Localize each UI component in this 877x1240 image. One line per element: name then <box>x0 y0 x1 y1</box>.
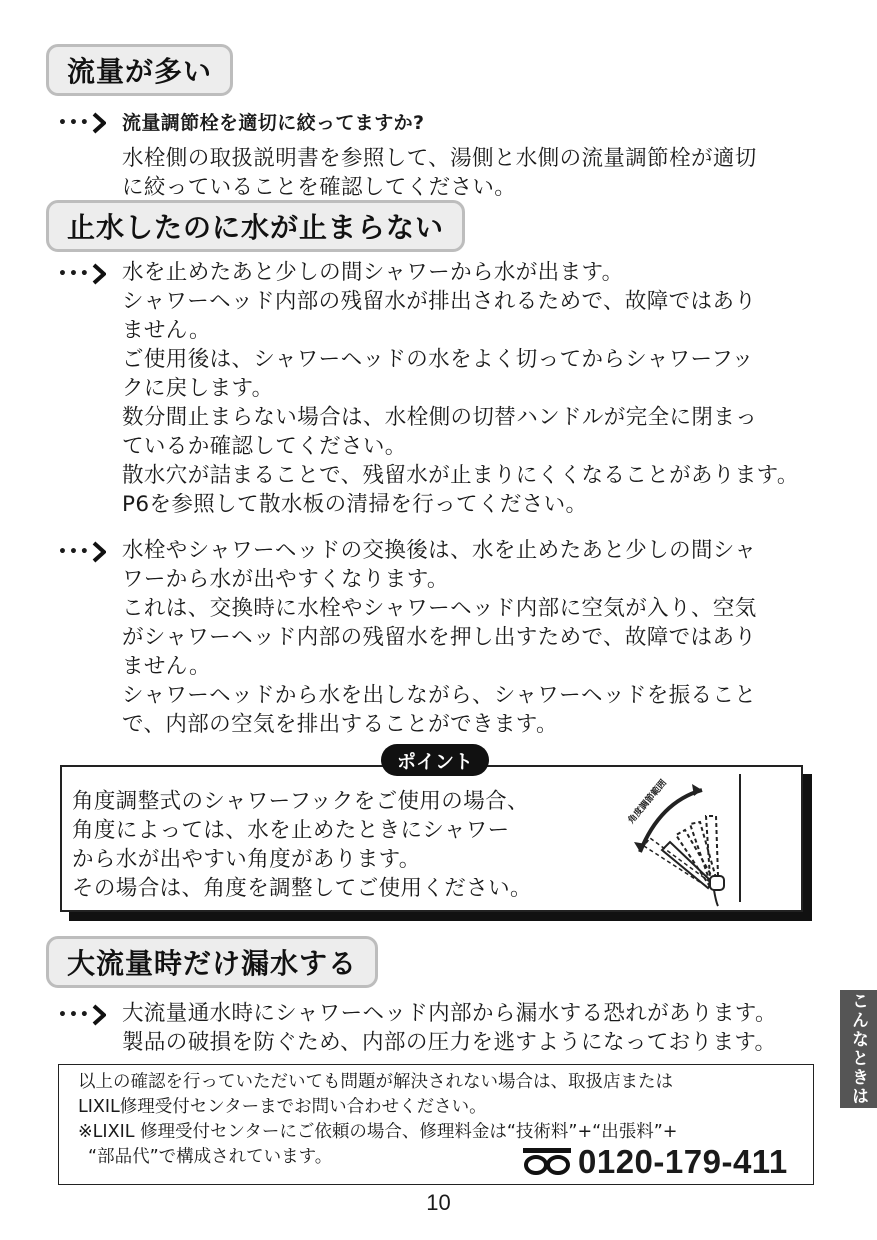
section-title: 流量が多い <box>67 55 213 88</box>
point-badge-label: ポイント <box>397 750 474 773</box>
phone-number <box>522 1143 788 1181</box>
body-line: 水栓やシャワーヘッドの交換後は、水を止めたあと少しの間シャ <box>122 538 757 563</box>
flow-high-content <box>122 109 822 202</box>
leak-content <box>122 999 822 1057</box>
body-line: 製品の破損を防ぐため、内部の圧力を逃すようになっております。 <box>122 1030 777 1055</box>
body-line: ません。 <box>122 654 211 679</box>
not-stopping-item-2 <box>122 536 822 739</box>
point-line: 角度調整式のシャワーフックをご使用の場合、 <box>72 789 529 814</box>
phone-number-text: 0120-179-411 <box>578 1143 788 1180</box>
point-line: から水が出やすい角度があります。 <box>72 847 421 872</box>
not-stopping-item-1 <box>122 258 822 519</box>
point-line: その場合は、角度を調整してご使用ください。 <box>72 876 532 901</box>
body-line: 大流量通水時にシャワーヘッド内部から漏水する恐れがあります。 <box>122 1001 777 1026</box>
arrow-bullet-icon: ••• <box>58 259 120 289</box>
body-line: 数分間止まらない場合は、水栓側の切替ハンドルが完全に閉まっ <box>122 405 758 430</box>
section-heading-flow-high <box>46 44 233 96</box>
body-line: ご使用後は、シャワーヘッドの水をよく切ってからシャワーフッ <box>122 347 754 372</box>
free-dial-icon <box>522 1147 572 1177</box>
arrow-bullet-icon: ••• <box>58 537 120 567</box>
point-line: 角度によっては、水を止めたときにシャワー <box>72 818 510 843</box>
section-title: 大流量時だけ漏水する <box>67 947 358 980</box>
body-line: 散水穴が詰まることで、残留水が止まりにくくなることがあります。 <box>122 463 799 488</box>
page-number: 10 <box>426 1190 451 1215</box>
shower-hook-angle-illustration <box>610 772 750 907</box>
body-line: P6を参照して散水板の清掃を行ってください。 <box>122 492 588 517</box>
body-line: がシャワーヘッド内部の残留水を押し出すためで、故障ではあり <box>122 625 757 650</box>
point-text <box>72 787 612 903</box>
side-tab-label: こんなときは <box>848 992 868 1106</box>
body-line: ません。 <box>122 318 211 343</box>
body-line: これは、交換時に水栓やシャワーヘッド内部に空気が入り、空気 <box>122 596 757 621</box>
body-line: シャワーヘッド内部の残留水が排出されるためで、故障ではあり <box>122 289 757 314</box>
section-heading-leak <box>46 936 378 988</box>
contact-line: 以上の確認を行っていただいても問題が解決されない場合は、取扱店または <box>78 1072 673 1092</box>
body-line: ワーから水が出やすくなります。 <box>122 567 449 592</box>
arrow-bullet-icon: ••• <box>58 1000 120 1030</box>
body-line: シャワーヘッドから水を出しながら、シャワーヘッドを振ること <box>122 683 757 708</box>
contact-line: LIXIL修理受付センターまでお問い合わせください。 <box>78 1097 487 1117</box>
section-title: 止水したのに水が止まらない <box>67 211 445 244</box>
body-line: ているか確認してください。 <box>122 434 407 459</box>
answer-line: に絞っていることを確認してください。 <box>122 175 517 200</box>
body-line: クに戻します。 <box>122 376 274 401</box>
answer-line: 水栓側の取扱説明書を参照して、湯側と水側の流量調節栓が適切 <box>122 146 757 171</box>
section-heading-not-stopping <box>46 200 465 252</box>
contact-line: “部品代”で構成されています。 <box>88 1147 333 1167</box>
point-badge <box>381 744 489 776</box>
body-line: 水を止めたあと少しの間シャワーから水が出ます。 <box>122 260 624 285</box>
contact-line: ※LIXIL 修理受付センターにご依頼の場合、修理料金は“技術料”+“出張料”+ <box>78 1122 678 1142</box>
angle-range-label: 角度調節範囲 <box>626 778 670 826</box>
question-text: 流量調節栓を適切に絞ってますか? <box>122 112 425 134</box>
side-tab <box>840 990 877 1108</box>
body-line: で、内部の空気を排出することができます。 <box>122 712 558 737</box>
arrow-bullet-icon: ••• <box>58 108 120 138</box>
